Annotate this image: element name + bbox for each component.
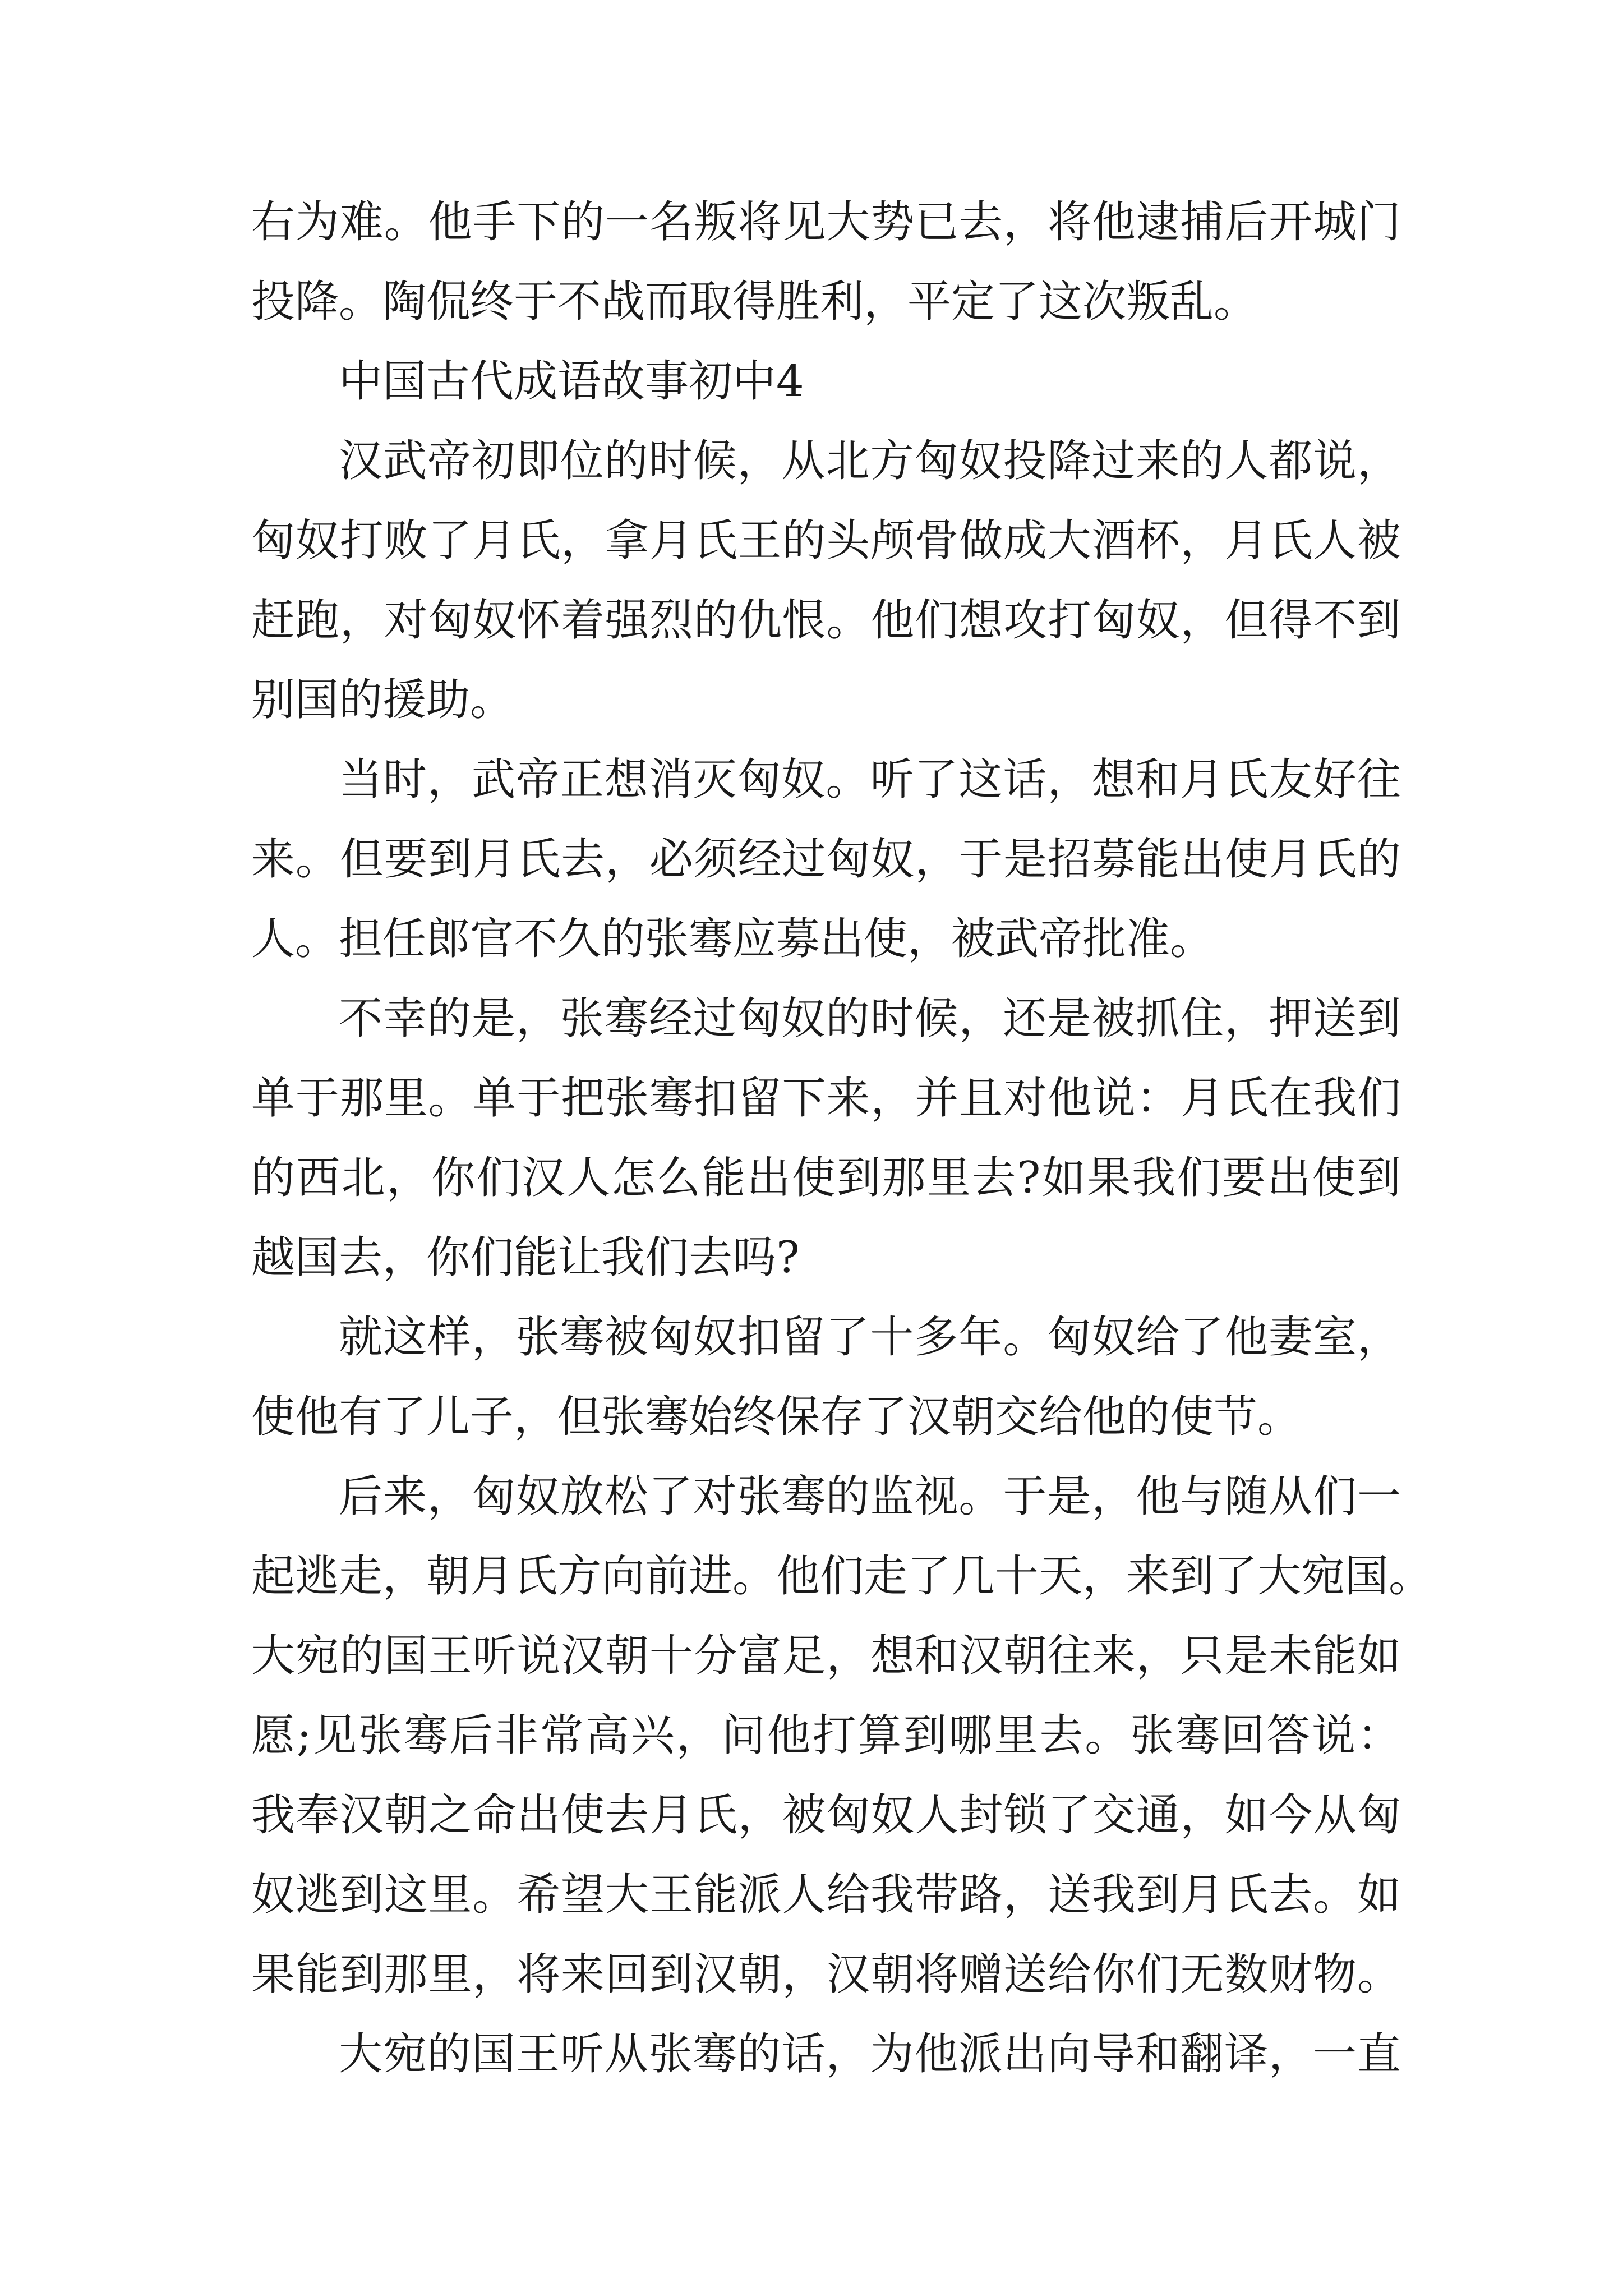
- text-line: 奴逃到这里。希望大王能派人给我带路，送我到月氏去。如: [251, 1870, 1401, 1920]
- text-line: 别国的援助。: [251, 675, 514, 725]
- text-line: 越国去，你们能让我们去吗?: [251, 1232, 800, 1283]
- text-line: 的西北，你们汉人怎么能出使到那里去?如果我们要出使到: [251, 1153, 1401, 1203]
- text-line: 大宛的国王听从张骞的话，为他派出向导和翻译，一直: [339, 2029, 1401, 2079]
- text-line: 就这样，张骞被匈奴扣留了十多年。匈奴给了他妻室，: [339, 1312, 1401, 1363]
- text-line: 当时，武帝正想消灭匈奴。听了这话，想和月氏友好往: [339, 754, 1401, 805]
- document-body: [251, 182, 1433, 2094]
- text-line: 不幸的是，张骞经过匈奴的时候，还是被抓住，押送到: [339, 993, 1401, 1044]
- text-line: 来。但要到月氏去，必须经过匈奴，于是招募能出使月氏的: [251, 834, 1401, 885]
- text-line: 起逃走，朝月氏方向前进。他们走了几十天，来到了大宛国。: [251, 1551, 1433, 1602]
- text-line: 人。担任郎官不久的张骞应募出使，被武帝批准。: [251, 914, 1214, 964]
- text-line: 汉武帝初即位的时候，从北方匈奴投降过来的人都说，: [339, 436, 1401, 486]
- text-line: 单于那里。单于把张骞扣留下来，并且对他说：月氏在我们: [251, 1073, 1401, 1124]
- text-line: 果能到那里，将来回到汉朝，汉朝将赠送给你们无数财物。: [251, 1949, 1401, 2000]
- text-line: 投降。陶侃终于不战而取得胜利，平定了这次叛乱。: [251, 277, 1258, 327]
- text-line: 后来，匈奴放松了对张骞的监视。于是，他与随从们一: [339, 1471, 1401, 1522]
- text-line: 匈奴打败了月氏，拿月氏王的头颅骨做成大酒杯，月氏人被: [251, 516, 1401, 566]
- text-line: 大宛的国王听说汉朝十分富足，想和汉朝往来，只是未能如: [251, 1631, 1401, 1681]
- text-line: 使他有了儿子，但张骞始终保存了汉朝交给他的使节。: [251, 1392, 1302, 1442]
- text-line: 我奉汉朝之命出使去月氏，被匈奴人封锁了交通，如今从匈: [251, 1790, 1401, 1841]
- text-line: 右为难。他手下的一名叛将见大势已去，将他逮捕后开城门: [251, 197, 1401, 247]
- text-line: 赶跑，对匈奴怀着强烈的仇恨。他们想攻打匈奴，但得不到: [251, 595, 1401, 646]
- section-heading: 中国古代成语故事初中4: [339, 356, 804, 407]
- text-line: 愿;见张骞后非常高兴，问他打算到哪里去。张骞回答说：: [251, 1710, 1401, 1761]
